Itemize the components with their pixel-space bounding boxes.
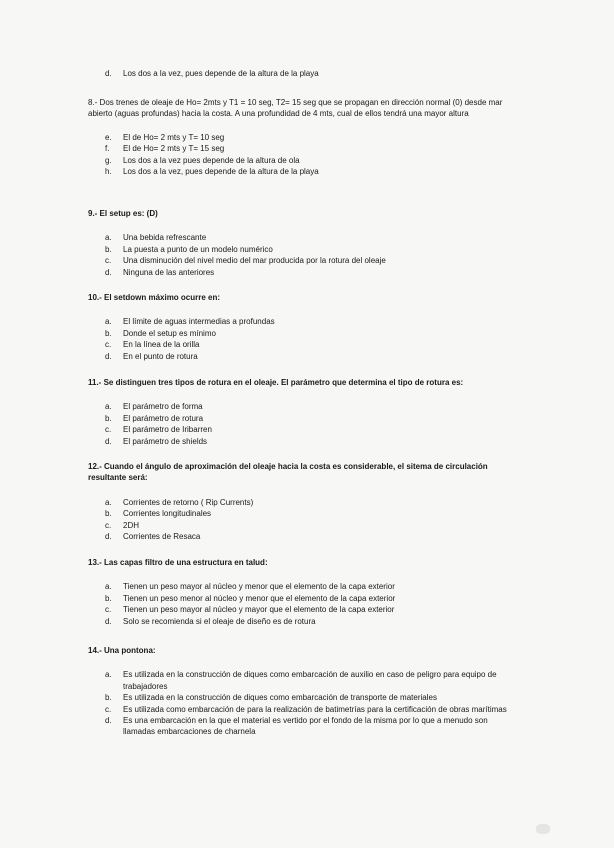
option-text: Es una embarcación en la que el material es vertido por el fondo de la misma por lo que a menudo son llamadas embarcaciones de charnela	[123, 716, 488, 737]
option-letter: c.	[105, 704, 112, 714]
question-text: 8.- Dos trenes de oleaje de Ho= 2mts y T1 = 10 seg, T2= 15 seg que se propagan en dirección normal (0) desde mar abierto (aguas profundas) hacia la costa. A una profundidad de 4 mts, cual de ellos tendrá una mayor altura	[88, 98, 503, 119]
options-list	[88, 581, 520, 627]
option-item	[88, 351, 520, 362]
option-item	[88, 704, 520, 715]
option-letter: d.	[105, 351, 112, 361]
option-letter: d.	[105, 69, 112, 78]
option-letter: b.	[105, 509, 112, 519]
option-item	[88, 339, 520, 350]
option-letter: a.	[105, 670, 112, 680]
question-11	[88, 377, 520, 447]
question-13	[88, 557, 520, 627]
option-letter: b.	[105, 593, 112, 603]
options-list	[88, 68, 520, 79]
option-text: Corrientes de Resaca	[123, 532, 201, 542]
option-letter: b.	[105, 413, 112, 423]
option-item	[88, 692, 520, 703]
option-letter: g.	[105, 155, 112, 165]
option-letter: d.	[105, 436, 112, 446]
option-letter: b.	[105, 328, 112, 338]
option-letter: c.	[105, 605, 112, 615]
option-item	[88, 715, 520, 738]
option-item	[88, 616, 520, 627]
option-letter: e.	[105, 132, 112, 142]
question-text: 11.- Se distinguen tres tipos de rotura en el oleaje. El parámetro que determina el tipo de rotura es:	[88, 378, 464, 387]
option-letter: h.	[105, 167, 112, 177]
option-text: Es utilizada como embarcación de para la realización de batimetrías para la certificación de obras marítimas	[123, 704, 507, 714]
question-text: 9.- El setup es: (D)	[88, 209, 158, 218]
option-letter: a.	[105, 317, 112, 327]
option-letter: c.	[105, 340, 112, 350]
option-item	[88, 132, 520, 143]
option-letter: b.	[105, 693, 112, 703]
option-item	[88, 604, 520, 615]
option-item	[88, 267, 520, 278]
option-item	[88, 68, 520, 79]
options-list	[88, 316, 520, 362]
option-letter: a.	[105, 402, 112, 412]
option-text: Es utilizada en la construcción de diques como embarcación de transporte de materiales	[123, 693, 437, 703]
option-letter: d.	[105, 532, 112, 542]
option-text: Tienen un peso mayor al núcleo y mayor que el elemento de la capa exterior	[123, 605, 395, 615]
options-list	[88, 132, 520, 178]
option-text: El parámetro de rotura	[123, 413, 204, 423]
options-list	[88, 669, 520, 737]
option-text: Es utilizada en la construcción de diques como embarcación de auxilio en caso de peligro para equipo de trabajadores	[123, 670, 497, 691]
option-text: Solo se recomienda si el oleaje de diseño es de rotura	[123, 616, 316, 626]
option-text: Corrientes de retorno ( Rip Currents)	[123, 497, 254, 507]
option-text: Una disminución del nivel medio del mar producida por la rotura del oleaje	[123, 256, 386, 266]
option-item	[88, 669, 520, 692]
option-text: La puesta a punto de un modelo numérico	[123, 244, 273, 254]
question-text: 12.- Cuando el ángulo de aproximación del oleaje hacia la costa es considerable, el sitema de circulación resultante será:	[88, 462, 488, 483]
option-item	[88, 255, 520, 266]
question-10	[88, 292, 520, 362]
option-letter: b.	[105, 244, 112, 254]
question-9	[88, 208, 520, 278]
option-letter: d.	[105, 267, 112, 277]
option-item	[88, 520, 520, 531]
option-text: El parámetro de Iribarren	[123, 425, 212, 435]
option-text: El parámetro de shields	[123, 436, 208, 446]
question-text: 13.- Las capas filtro de una estructura en talud:	[88, 558, 268, 567]
option-text: Una bebida refrescante	[123, 233, 207, 243]
option-text: El de Ho= 2 mts y T= 15 seg	[123, 144, 225, 154]
question-12	[88, 461, 520, 542]
option-item	[88, 413, 520, 424]
option-text: Tienen un peso menor al núcleo y menor que el elemento de la capa exterior	[123, 593, 396, 603]
option-item	[88, 593, 520, 604]
option-letter: d.	[105, 716, 112, 726]
scan-smudge	[536, 824, 550, 834]
option-text: Corrientes longitudinales	[123, 509, 212, 519]
options-list	[88, 232, 520, 278]
option-item	[88, 424, 520, 435]
option-text: Los dos a la vez, pues depende de la altura de la playa	[123, 167, 319, 177]
option-letter: a.	[105, 497, 112, 507]
option-item	[88, 497, 520, 508]
question-text: 14.- Una pontona:	[88, 646, 156, 655]
option-letter: d.	[105, 616, 112, 626]
options-list	[88, 497, 520, 543]
question-8	[88, 97, 520, 177]
option-item	[88, 531, 520, 542]
option-item	[88, 232, 520, 243]
question-14	[88, 645, 520, 738]
option-item	[88, 166, 520, 177]
option-item	[88, 244, 520, 255]
option-text: Los dos a la vez pues depende de la altura de ola	[123, 155, 300, 165]
option-item	[88, 581, 520, 592]
option-item	[88, 143, 520, 154]
option-text: Donde el setup es mínimo	[123, 328, 216, 338]
option-text: Los dos a la vez, pues depende de la altura de la playa	[123, 69, 319, 78]
option-letter: c.	[105, 256, 112, 266]
option-item	[88, 155, 520, 166]
option-item	[88, 328, 520, 339]
option-text: En el punto de rotura	[123, 351, 198, 361]
option-item	[88, 316, 520, 327]
option-text: En la línea de la orilla	[123, 340, 200, 350]
option-text: El límite de aguas intermedias a profundas	[123, 317, 275, 327]
question-text: 10.- El setdown máximo ocurre en:	[88, 293, 221, 302]
question-7-tail	[88, 68, 520, 79]
option-letter: f.	[105, 144, 110, 154]
option-text: Ninguna de las anteriores	[123, 267, 215, 277]
option-letter: c.	[105, 425, 112, 435]
option-text: El parámetro de forma	[123, 402, 203, 412]
options-list	[88, 401, 520, 447]
option-text: Tienen un peso mayor al núcleo y menor que el elemento de la capa exterior	[123, 582, 395, 592]
option-text: El de Ho= 2 mts y T= 10 seg	[123, 132, 225, 142]
option-letter: a.	[105, 582, 112, 592]
option-letter: a.	[105, 233, 112, 243]
option-text: 2DH	[123, 520, 140, 530]
option-item	[88, 508, 520, 519]
option-item	[88, 401, 520, 412]
option-item	[88, 436, 520, 447]
option-letter: c.	[105, 520, 112, 530]
